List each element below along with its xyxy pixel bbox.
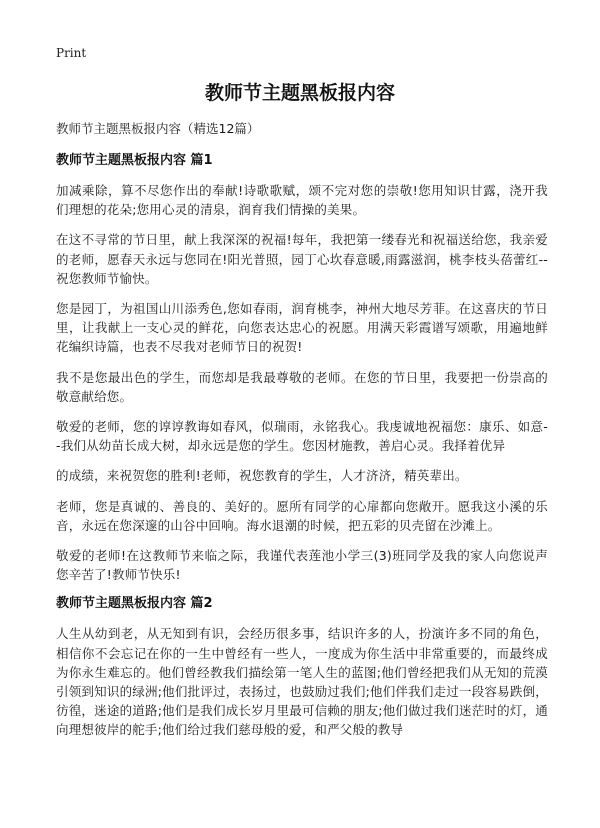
document-body bbox=[56, 120, 548, 751]
section-1 bbox=[56, 152, 548, 584]
paragraph: 的成绩，来祝贺您的胜利!老师，祝您教育的学生，人才济济，精英辈出。 bbox=[56, 468, 468, 484]
paragraph: 敬爱的老师，您的谆谆教诲如春风，似瑞雨，永铭我心。我虔诚地祝福您：康乐、如意--我们从幼苗长成大树，却永远是您的学生。您因材施教，善启心灵。我择着优异 bbox=[56, 419, 548, 454]
document-subtitle: 教师节主题黑板报内容（精选12篇） bbox=[56, 121, 260, 136]
print-link[interactable]: Print bbox=[56, 46, 87, 60]
paragraph: 老师，您是真诚的、善良的、美好的。愿所有同学的心扉都向您敞开。愿我这小溪的乐音，永远在您深邃的山谷中回响。海水退潮的时候，把五彩的贝壳留在沙滩上。 bbox=[56, 498, 548, 533]
paragraph: 人生从幼到老，从无知到有识，会经历很多事，结识许多的人，扮演许多不同的角色，相信你不会忘记在你的一生中曾经有一些人，一度成为你生活中非常重要的，而最终成为你永生难忘的。他们曾经教我们描绘第一笔人生的蓝图;他们曾经把我们从无知的荒漠引领到知识的绿洲;他们批评过，表扬过，也鼓励过我们;他们伴我们走过一段容易跌倒，彷徨，迷途的道路;他们是我们成长岁月里最可信赖的朋友;他们做过我们迷茫时的灯，通向理想彼岸的舵手;他们给过我们慈母般的爱，和严父般的教导 bbox=[56, 626, 548, 738]
paragraph: 敬爱的老师!在这教师节来临之际，我谨代表莲池小学三(3)班同学及我的家人向您说声您辛苦了!教师节快乐! bbox=[56, 548, 548, 583]
section-2 bbox=[56, 595, 548, 739]
paragraph: 您是园丁，为祖国山川添秀色,您如春雨，润育桃李，神州大地尽芳菲。在这喜庆的节日里，让我献上一支心灵的鲜花，向您表达忠心的祝愿。用满天彩霞谱写颂歌，用遍地鲜花编织诗篇，也表不尽我对老师节日的祝贺! bbox=[56, 301, 548, 355]
paragraph: 在这不寻常的节日里，献上我深深的祝福!每年，我把第一缕春光和祝福送给您，我亲爱的老师，愿春天永远与您同在!阳光普照，园丁心坎春意暖,雨露滋润，桃李枝头蓓蕾红--祝您教师节愉快。 bbox=[56, 232, 548, 286]
section-heading: 教师节主题黑板报内容 篇1 bbox=[56, 153, 213, 168]
page-title: 教师节主题黑板报内容 bbox=[204, 82, 395, 104]
paragraph: 我不是您最出色的学生，而您却是我最尊敬的老师。在您的节日里，我要把一份崇高的敬意献给您。 bbox=[56, 369, 548, 404]
section-heading: 教师节主题黑板报内容 篇2 bbox=[56, 596, 213, 612]
paragraph: 加减乘除，算不尽您作出的奉献!诗歌歌赋，颂不完对您的崇敬!您用知识甘露，浇开我们理想的花朵;您用心灵的清泉，润育我们情操的美果。 bbox=[56, 183, 548, 218]
